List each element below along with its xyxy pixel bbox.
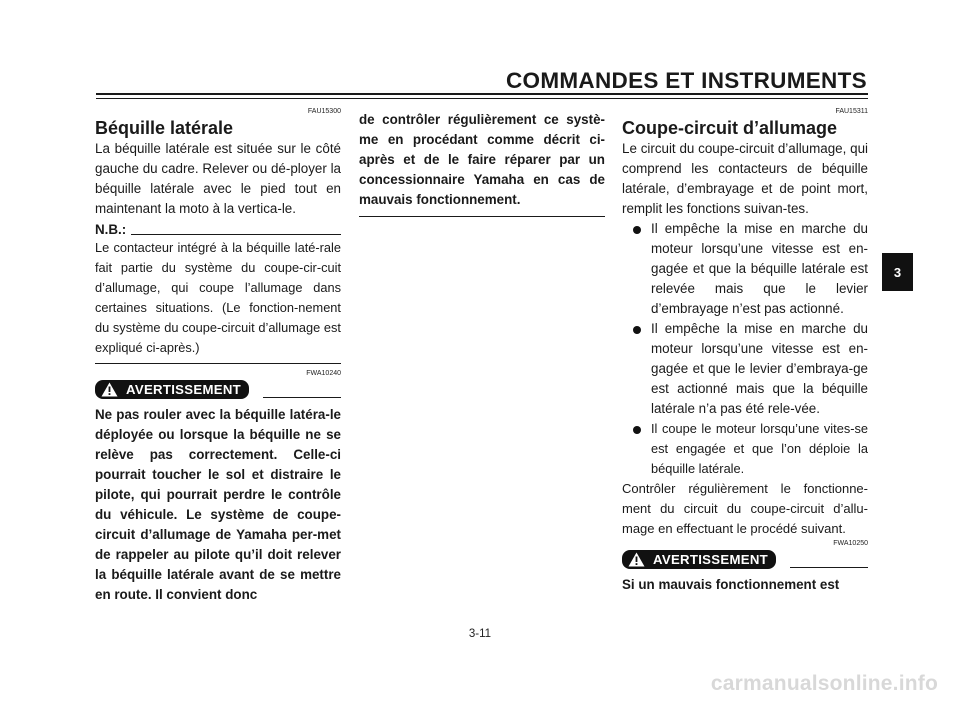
paragraph-ignition-check: Contrôler régulièrement le fonctionne-ment du circuit du coupe-circuit d’allu-mage en effectuant le procédé suivant. — [622, 481, 868, 536]
warning-text: Si un mauvais fonctionnement est — [622, 577, 840, 592]
warning-code: FWA10240 — [306, 370, 341, 377]
warning-text: Ne pas rouler avec la béquille latéra-le déployée ou lorsque la béquille ne se relève pas correctement. Celle-ci pourrait toucher le sol et distraire le pilote, qui pourrait perdre le contrôle du véhicule. Le système de coupe-circuit d’allumage de Yamaha per-met de rappeler au pilote qu’il doit relever la béquille latérale avant de se mettre en route. Il convient donc — [95, 407, 341, 602]
warning-rule — [790, 567, 868, 568]
warning-badge — [622, 550, 776, 569]
bullet-icon — [633, 426, 641, 434]
reference-code: FAU15311 — [835, 108, 868, 115]
reference-code: FAU15300 — [307, 108, 341, 115]
note-label: N.B.: — [95, 222, 127, 237]
paragraph-side-stand-intro: La béquille latérale est située sur le côté gauche du cadre. Relever ou dé-ployer la béquille latérale avec le pied tout en maintenant la moto à la vertica-le. — [95, 141, 341, 216]
column-1 — [95, 107, 341, 605]
list-item: Il empêche la mise en marche du moteur lorsqu’une vitesse est en-gagée et que le levier d’embraya-ge est actionné mais que la béquille latérale n’a pas été rele-vée. — [622, 319, 868, 419]
warning-header — [622, 548, 868, 570]
column-3 — [622, 107, 868, 595]
warning-label: AVERTISSEMENT — [653, 551, 769, 567]
list-item: Il coupe le moteur lorsqu’une vites-se est engagée et que l’on déploie la béquille latérale. — [622, 419, 868, 479]
warning-end-rule — [359, 216, 605, 217]
page-number: 3-11 — [468, 628, 492, 640]
function-list — [622, 219, 868, 479]
list-item: Il empêche la mise en marche du moteur lorsqu’une vitesse est en-gagée et que la béquille latérale est relevée mais que le levier d’embrayage n’est pas actionné. — [622, 219, 868, 319]
note-header — [95, 220, 341, 238]
warning-text-continued: de contrôler régulièrement ce systè-me en procédant comme décrit ci-après et de le faire réparer par un concessionnaire Yamaha en cas de mauvais fonctionnement. — [359, 112, 605, 207]
note-rule — [131, 234, 341, 235]
warning-rule — [263, 397, 341, 398]
bullet-icon — [633, 326, 641, 334]
header-rule-thin — [96, 98, 868, 99]
section-heading-ignition-cutoff: Coupe-circuit d’allumage — [622, 118, 838, 138]
note-text: Le contacteur intégré à la béquille laté-rale fait partie du système du coupe-cir-cuit d’allumage, qui coupe l’allumage dans certaines situations. (Le fonction-nement du système du coupe-circuit d’allumage est expliqué ci-après.) — [95, 240, 341, 355]
header-rule — [96, 93, 868, 95]
paragraph-ignition-intro: Le circuit du coupe-circuit d’allumage, qui comprend les contacteurs de béquille latérale, d’embrayage et de point mort, remplit les fonctions suivan-tes. — [622, 141, 868, 216]
warning-badge — [95, 380, 249, 399]
chapter-tab[interactable]: 3 — [882, 253, 913, 291]
warning-code: FWA10250 — [833, 540, 868, 547]
section-title: COMMANDES ET INSTRUMENTS — [506, 68, 867, 93]
watermark[interactable]: carmanualsonline.info — [710, 672, 938, 695]
bullet-icon — [633, 226, 641, 234]
warning-header — [95, 378, 341, 400]
warning-triangle-icon — [101, 382, 118, 397]
warning-triangle-icon — [628, 552, 645, 567]
note-end-rule — [95, 363, 341, 364]
section-heading-side-stand: Béquille latérale — [95, 118, 234, 138]
column-2 — [359, 110, 605, 217]
warning-label: AVERTISSEMENT — [126, 381, 242, 397]
